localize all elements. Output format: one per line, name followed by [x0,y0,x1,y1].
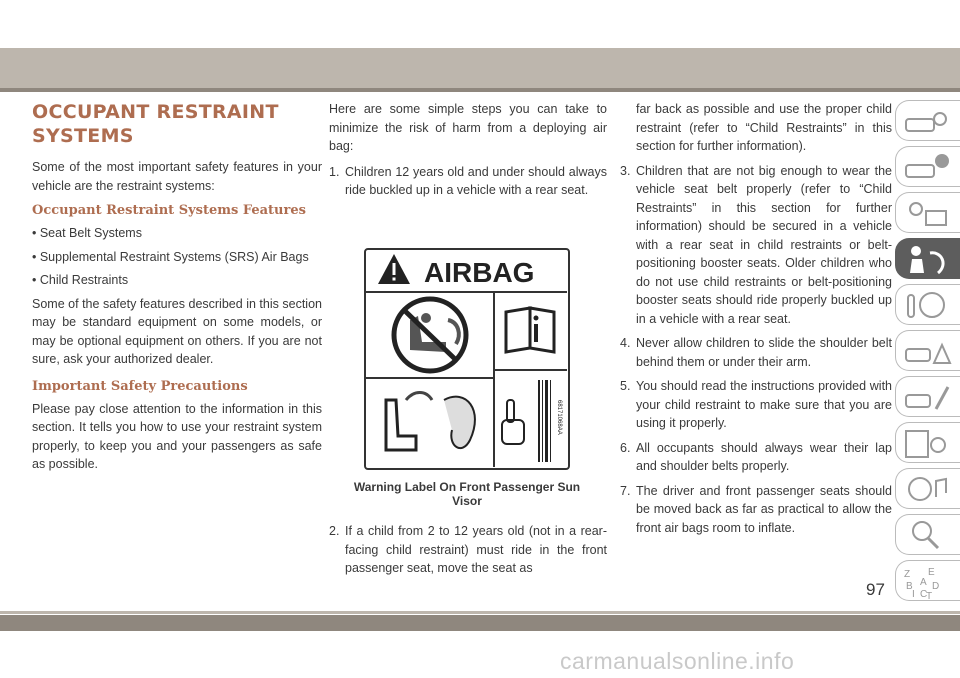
item-text: All occupants should always wear their lap and shoulder belts properly. [636,440,892,473]
label-code: 68171068AA [556,400,562,435]
tab-vehicle-info[interactable] [895,146,960,187]
feature-item: • Supplemental Restraint Systems (SRS) Air Bags [32,249,309,264]
multimedia-icon [902,473,952,505]
tab-multimedia[interactable] [895,468,960,509]
item-number: 5. [620,379,631,393]
item-text: far back as possible and use the proper child restraint (refer to “Child Restraints” in this section for further information). [636,102,892,153]
numbered-item-2-cont [620,100,892,156]
precautions-paragraph: Please pay close attention to the information in this section. It tells you how to use your restraint system properly, to keep you and your passengers as safe as possible. [32,401,322,471]
airbag-warning-label [364,248,570,470]
footer-rule [0,611,960,614]
item-number: 1. [329,164,340,179]
item-number: 2. [329,524,340,538]
wrench-icon [902,381,952,413]
item-number: 6. [620,440,631,455]
barcode-icon [538,380,551,462]
car-info-icon [902,151,952,183]
header-rule [0,88,960,92]
item-text: Children 12 years old and under should always ride buckled up in a vehicle with a rear seat. [345,164,607,197]
item-text: You should read the instructions provided with your child restraint to make sure that you are using it properly. [636,379,892,430]
search-magnifier-icon [902,519,952,551]
tab-specifications[interactable] [895,422,960,463]
tab-index[interactable] [895,560,960,601]
item-text: Children that are not big enough to wear the vehicle seat belt properly (refer to “Child Restraints” in this section for further information) should be secured in a vehicle with a rear seat in child restraints or belt-positioning booster seats. Older children who do not use child restraints or belt-positioning booster seats should ride properly buckled up in a vehicle with a rear seat. [636,163,892,326]
warning-lights-icon [902,197,952,229]
steps-intro: Here are some simple steps you can take to minimize the risk of harm from a deploying air bag: [329,102,607,153]
svg-text:T: T [926,591,933,599]
steering-wheel-icon [902,289,952,321]
tab-lights-messages[interactable] [895,192,960,233]
middle-column [329,100,607,580]
features-note: Some of the safety features described in this section may be standard equipment on some models, or may be optional equipment on others. If you are not sure, ask your authorized dealer. [32,296,322,366]
watermark: carmanualsonline.info [560,648,795,674]
svg-text:C: C [920,589,928,599]
item-text: The driver and front passenger seats should be moved back as far as practical to allow the front air bags room to inflate. [636,483,892,535]
label-title: AIRBAG [424,257,535,288]
left-column [32,100,322,481]
label-caption: Warning Label On Front Passenger Sun Visor [353,480,581,508]
airbag-label-graphic [366,250,567,467]
numbered-item-5 [620,377,892,433]
section-title-line2: SYSTEMS [32,125,134,147]
tab-starting-operating[interactable] [895,284,960,325]
car-key-icon [902,105,952,137]
svg-text:Z: Z [904,569,911,580]
svg-text:A: A [920,577,927,588]
svg-text:I: I [912,589,915,599]
middle-continued [329,522,607,584]
tab-customer-assistance[interactable] [895,514,960,555]
footer-bar [0,615,960,631]
section-title [32,100,322,148]
intro-paragraph: Some of the most important safety features in your vehicle are the restraint systems: [32,160,322,193]
numbered-item-1 [329,163,607,200]
precautions-heading: Important Safety Precautions [32,378,248,394]
svg-text:E: E [928,567,935,578]
tab-vehicle-intro[interactable] [895,100,960,141]
item-number: 4. [620,336,631,350]
numbered-item-7 [620,482,892,538]
feature-item: • Child Restraints [32,273,129,287]
pointing-hand-icon [502,400,524,444]
specs-gear-icon [902,427,952,459]
svg-text:D: D [932,581,940,592]
page-number: 97 [866,580,885,599]
seatbelt-airbag-icon [902,243,952,275]
svg-text:B: B [906,581,913,592]
seat-airbag-icon [386,393,475,451]
header-bar [0,48,960,88]
tab-emergency[interactable] [895,330,960,371]
emergency-triangle-icon [902,335,952,367]
item-number: 7. [620,483,631,498]
numbered-item-3 [620,162,892,329]
warning-triangle-icon [378,254,410,284]
numbered-item-6 [620,439,892,476]
section-title-line1: OCCUPANT RESTRAINT [32,101,279,123]
index-letters-icon [902,565,952,599]
feature-item: • Seat Belt Systems [32,226,142,240]
features-heading: Occupant Restraint Systems Features [32,203,306,218]
item-number: 3. [620,163,631,178]
numbered-item-2 [329,522,607,578]
right-column [620,100,892,543]
no-child-seat-icon [394,299,466,371]
numbered-item-4 [620,334,892,371]
tab-safety[interactable] [895,238,960,279]
tab-servicing[interactable] [895,376,960,417]
item-text: If a child from 2 to 12 years old (not in a rear-facing child restraint) must ride in the front passenger seat, move the seat as [345,524,607,575]
manual-book-icon [506,308,554,352]
item-text: Never allow children to slide the shoulder belt behind them or under their arm. [636,336,892,369]
